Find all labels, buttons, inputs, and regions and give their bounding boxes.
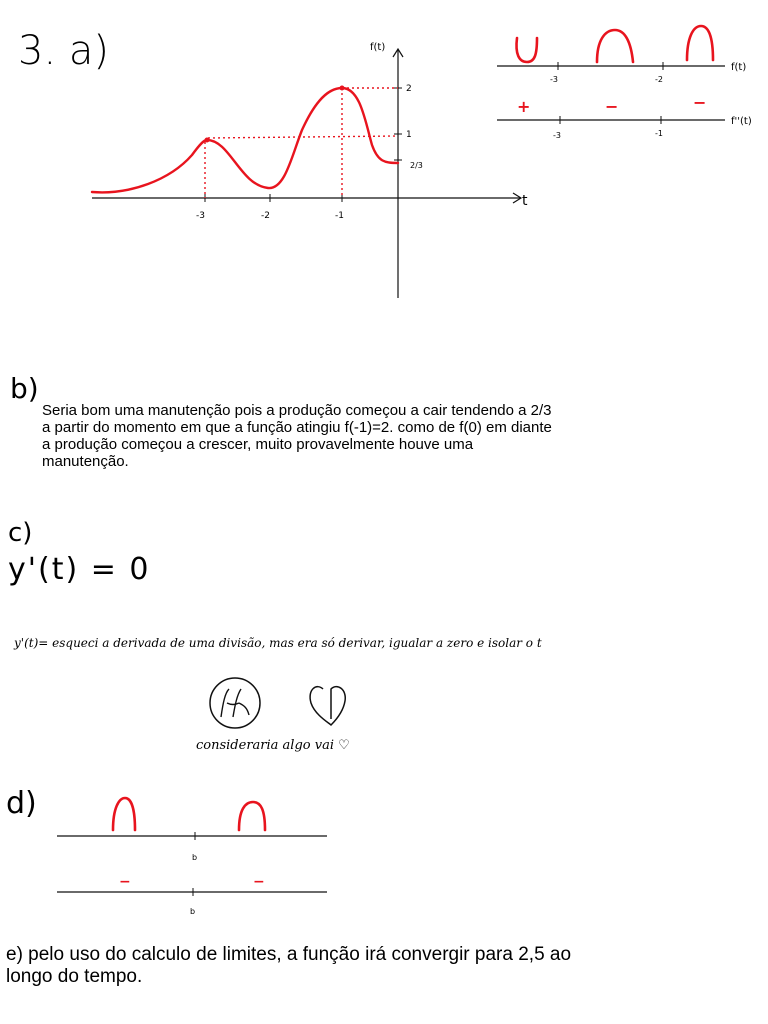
x-tick-label: -2: [261, 211, 270, 221]
doodle-drawing: [205, 675, 365, 735]
y-tick-label: 2/3: [410, 161, 423, 170]
part-d-sign-chart: [55, 790, 335, 920]
part-c-equation: y'(t) = 0: [8, 552, 151, 587]
sign-plus: +: [517, 97, 531, 116]
part-c-handwritten-note: y'(t)= esqueci a derivada de uma divisão, mas era só derivar, igualar a zero e isolar o t: [14, 636, 542, 650]
sign-chart: [495, 20, 767, 150]
part-b-answer: Seria bom uma manutenção pois a produção começou a cair tendendo a 2/3 a partir do momento em que a função atingiu f(-1)=2. como de f(0) em diante a produção começou a crescer, muito provavelmente houve uma manutenção.: [42, 402, 552, 470]
concave-up-mark: [516, 38, 537, 62]
sign-row1-label: f(t): [731, 62, 747, 73]
concave-down-mark: [113, 798, 135, 830]
sign-minus: −: [253, 874, 265, 890]
main-graph: [80, 30, 540, 310]
y-tick-label: 2: [406, 84, 412, 94]
part-d-row1-tick: b: [192, 853, 198, 862]
sign-row1-tick: -2: [655, 75, 663, 84]
part-a-label: 3. a): [18, 28, 109, 74]
part-c-caption: consideraria algo vai ♡: [196, 738, 350, 753]
sign-minus: −: [119, 874, 131, 890]
x-tick-label: -3: [196, 211, 205, 221]
part-c-label: c): [8, 518, 33, 548]
sign-row1-tick: -3: [550, 75, 558, 84]
sign-minus: −: [605, 97, 619, 116]
y-tick-label: 1: [406, 130, 412, 140]
part-e-answer: e) pelo uso do calculo de limites, a função irá convergir para 2,5 ao longo do tempo.: [6, 944, 572, 987]
sign-row2-label: f''(t): [731, 116, 752, 127]
function-curve: [92, 88, 398, 192]
concave-down-mark: [687, 26, 713, 60]
x-tick-label: -1: [335, 211, 344, 221]
part-d-label: d): [6, 786, 37, 821]
concave-down-mark: [239, 802, 265, 830]
part-d-row2-tick: b: [190, 907, 196, 916]
sign-row2-tick: -1: [655, 129, 663, 138]
sign-row2-tick: -3: [553, 131, 561, 140]
part-b-label: b): [10, 372, 39, 405]
concave-down-mark: [597, 30, 633, 62]
y-axis-label: f(t): [370, 42, 386, 53]
x-axis-label: t: [522, 193, 528, 209]
sign-minus: −: [693, 93, 707, 112]
